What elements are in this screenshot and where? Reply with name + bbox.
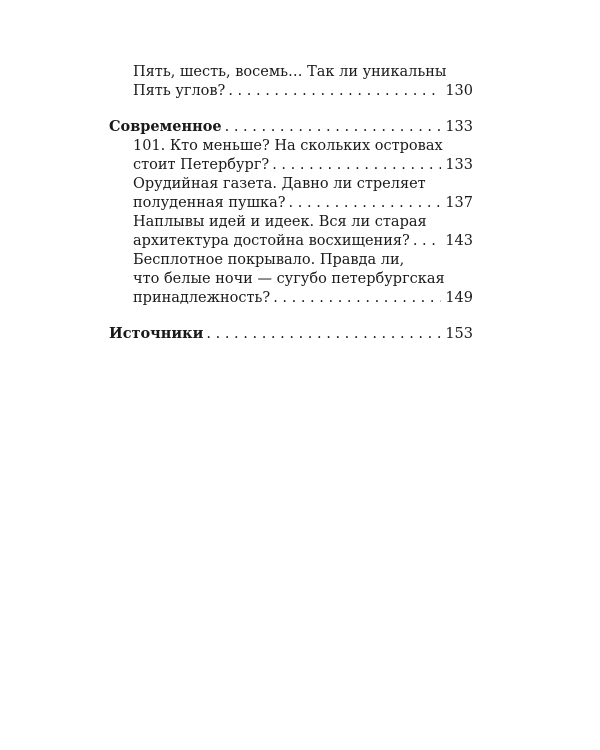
toc-entry-line (133, 269, 473, 289)
toc-entry-text: что белые ночи — сугубо петербургская (133, 271, 445, 287)
toc-entry-line (133, 81, 473, 101)
toc-entry-text: полуденная пушка? (133, 195, 286, 211)
leader-dots (272, 155, 441, 175)
leader-dots (228, 81, 441, 101)
leader-dots (273, 288, 441, 308)
toc-entry-line (133, 231, 473, 251)
toc-entry-text: принадлежность? (133, 290, 271, 306)
toc-entry-text: Пять углов? (133, 83, 226, 99)
toc-entry-text: 101. Кто меньше? На скольких островах (133, 138, 443, 154)
toc-page-number: 143 (445, 233, 473, 249)
toc-section-title: Современное (109, 118, 222, 135)
toc-page-number: 153 (445, 326, 473, 342)
leader-dots (289, 193, 441, 213)
toc-entry-text: архитектура достойна восхищения? (133, 233, 410, 249)
toc-section-title: Источники (109, 325, 204, 342)
toc-entry-line (133, 136, 473, 156)
toc-entry-line (133, 155, 473, 175)
toc-page-number: 133 (445, 157, 473, 173)
leader-dots (413, 231, 441, 251)
toc-page-number: 130 (445, 83, 473, 99)
toc-page-number: 149 (445, 290, 473, 306)
toc-entry-line (133, 212, 473, 232)
toc-entry-text: Наплывы идей и идеек. Вся ли старая (133, 214, 427, 230)
toc-entry-line (133, 62, 473, 82)
leader-dots (206, 324, 441, 344)
leader-dots (225, 117, 441, 137)
toc-section-line (109, 324, 473, 344)
toc-entry-line (133, 288, 473, 308)
toc-entry-text: Орудийная газета. Давно ли стреляет (133, 176, 426, 192)
toc-section-line (109, 117, 473, 137)
toc-entry-text: Пять, шесть, восемь… Так ли уникальны (133, 64, 447, 80)
toc-entry-text: стоит Петербург? (133, 157, 270, 173)
toc-entry-line (133, 174, 473, 194)
toc-entry-line (133, 250, 473, 270)
toc-entry-text: Бесплотное покрывало. Правда ли, (133, 252, 405, 268)
toc-entry-line (133, 193, 473, 213)
toc-page-number: 133 (445, 119, 473, 135)
toc-page-number: 137 (445, 195, 473, 211)
